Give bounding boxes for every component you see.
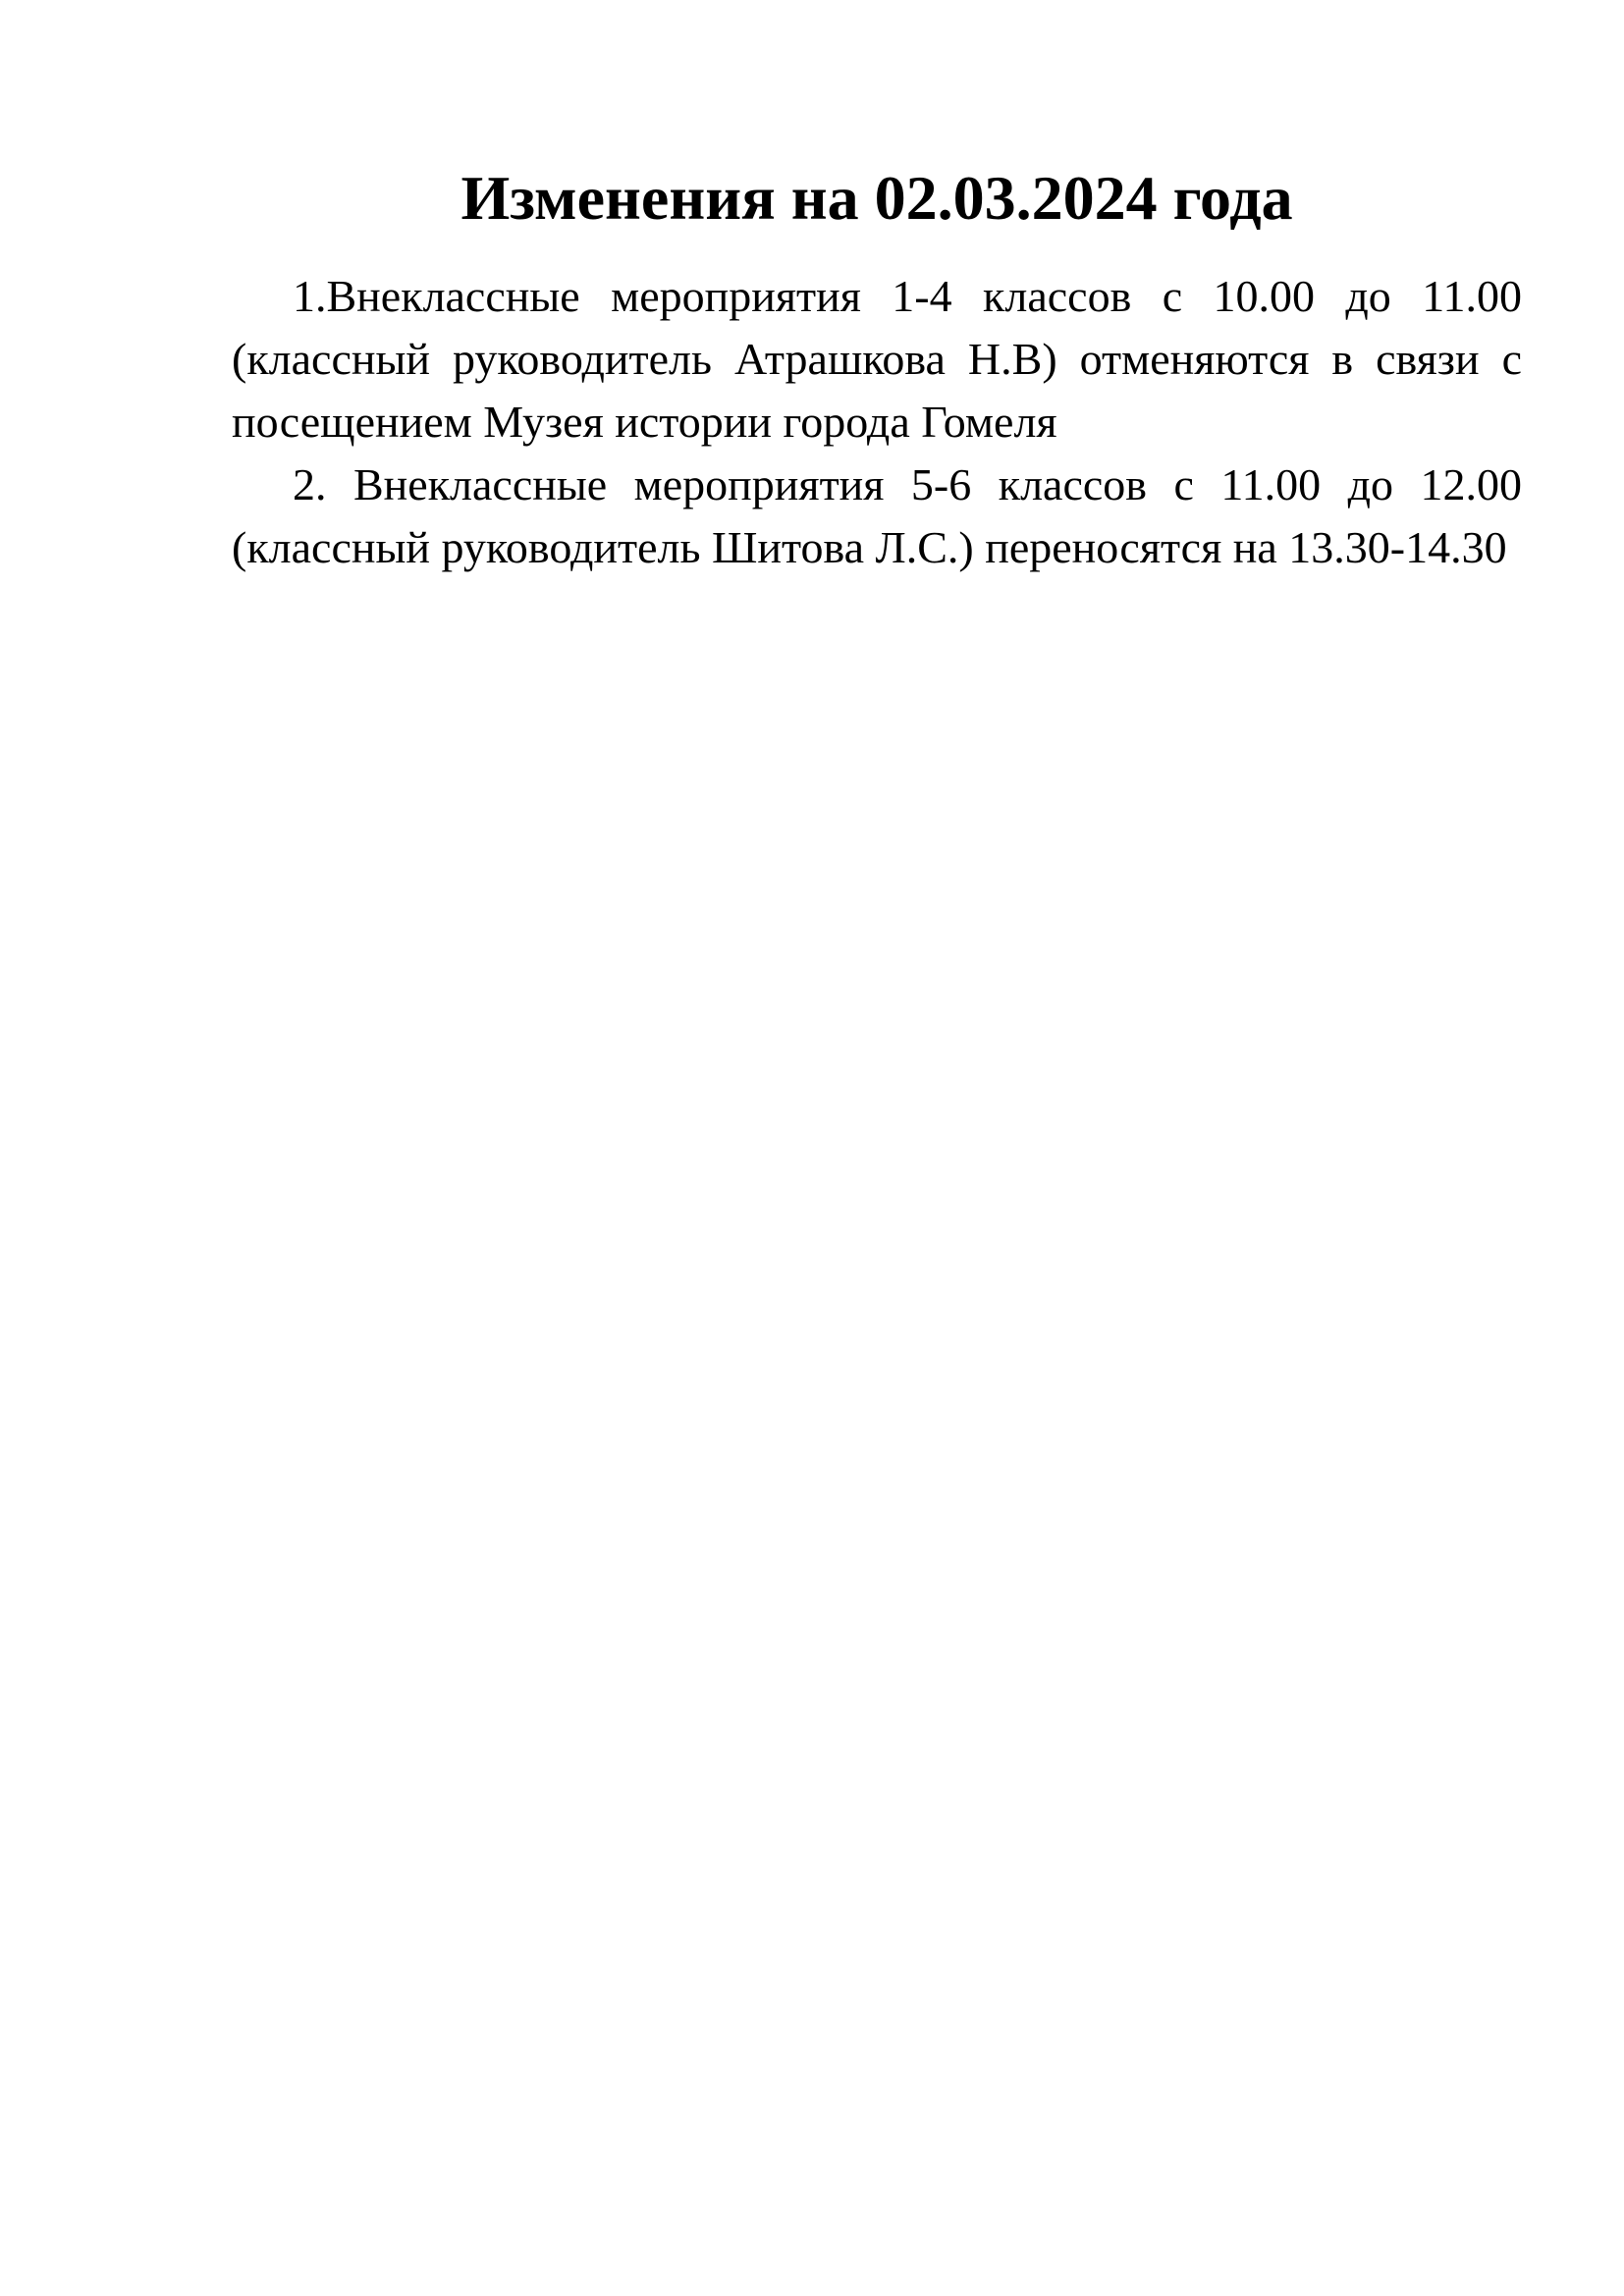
page-title: Изменения на 02.03.2024 года	[460, 163, 1293, 233]
change-item-1: 1.Внеклассные мероприятия 1-4 классов с 10.00 до 11.00 (классный руководитель Атрашкова Н.В) отменяются в связи с посещением Музея истории города Гомеля	[232, 271, 1522, 447]
changes-list	[232, 265, 1522, 579]
change-item-2: 2. Внеклассные мероприятия 5-6 классов с 11.00 до 12.00 (классный руководитель Шитова Л.С.) переносятся на 13.30-14.30	[232, 459, 1522, 572]
